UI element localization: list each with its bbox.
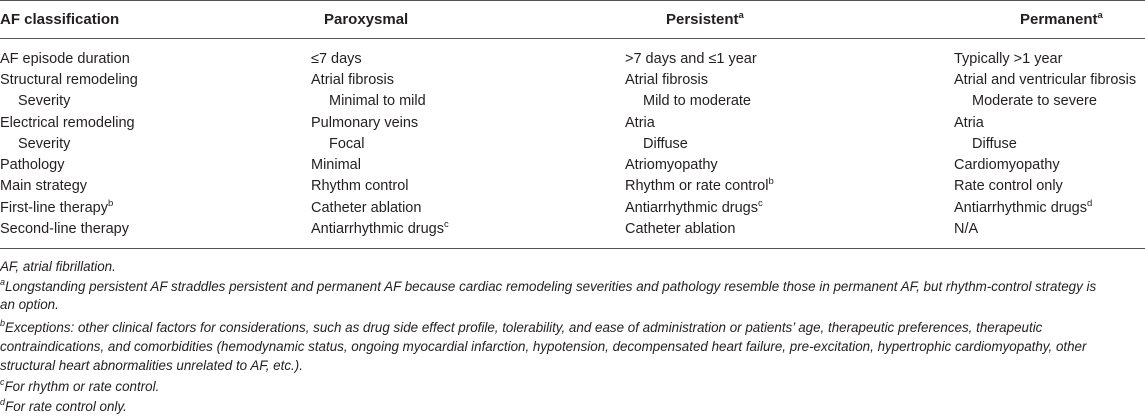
table-row (0, 198, 1145, 219)
cell-permanent: Moderate to severe (972, 93, 1097, 109)
footnote-text: Exceptions: other clinical factors for considerations, such as drug side effect profile, tolerability, and ease of administration or patients’ age, therapeutic preferences, therapeutic (5, 320, 1043, 335)
row-label: Structural remodeling (0, 72, 138, 88)
cell-paroxysmal: Minimal (311, 157, 361, 173)
footnote-mark: c (443, 219, 449, 230)
table-row (0, 70, 1145, 91)
cell-permanent: Diffuse (972, 136, 1017, 152)
footnote-abbreviation: AF, atrial fibrillation. (0, 259, 116, 274)
footnote-b-continued: structural heart abnormalities unrelated to AF, etc.). (0, 358, 303, 373)
header-permanent-label: Permanent (1020, 11, 1098, 28)
cell-permanent (954, 198, 1092, 219)
header-af-classification: AF classification (0, 11, 120, 28)
cell-text: Rhythm or rate control (625, 178, 769, 194)
footnote-text: Longstanding persistent AF straddles persistent and permanent AF because cardiac remodeling severities and pathology resemble those in permanent AF, but rhythm-control strategy is (5, 279, 1097, 294)
cell-persistent: Catheter ablation (625, 221, 736, 237)
cell-paroxysmal: Catheter ablation (311, 200, 422, 216)
table-row (0, 176, 1145, 197)
cell-persistent: Mild to moderate (643, 93, 751, 109)
table-row (0, 49, 1145, 70)
footnote-mark: b (0, 318, 6, 328)
cell-persistent: Atriomyopathy (625, 157, 718, 173)
table-bottom-rule (0, 248, 1145, 249)
cell-paroxysmal (311, 219, 449, 240)
row-label: AF episode duration (0, 51, 130, 67)
header-persistent-footnote-mark: a (738, 10, 744, 21)
row-label: Second-line therapy (0, 221, 129, 237)
header-persistent (666, 9, 744, 30)
footnote-text: For rate control only. (5, 399, 127, 414)
cell-text: First-line therapy (0, 200, 108, 216)
cell-persistent (625, 198, 763, 219)
cell-permanent: Atrial and ventricular fibrosis (954, 72, 1137, 88)
header-paroxysmal: Paroxysmal (324, 11, 409, 28)
footnote-mark: c (0, 377, 5, 387)
table-header-row (0, 9, 1145, 30)
footnote-text: For rhythm or rate control. (4, 379, 160, 394)
cell-persistent: Atria (625, 115, 655, 131)
cell-persistent (625, 176, 774, 197)
footnote-a-continued: an option. (0, 297, 59, 312)
cell-permanent: Atria (954, 115, 984, 131)
cell-permanent: Typically >1 year (954, 51, 1063, 67)
footnote-b (0, 317, 1140, 338)
footnote-c (0, 376, 1140, 397)
row-label: Electrical remodeling (0, 115, 135, 131)
cell-permanent: Cardiomyopathy (954, 157, 1060, 173)
row-label: Severity (18, 93, 71, 109)
footnote-mark: d (0, 397, 6, 407)
cell-paroxysmal: ≤7 days (311, 51, 362, 67)
table-top-rule (0, 0, 1145, 1)
cell-text: Antiarrhythmic drugs (625, 200, 758, 216)
cell-persistent: Diffuse (643, 136, 688, 152)
cell-permanent: N/A (954, 221, 979, 237)
footnote-d (0, 396, 1140, 417)
table-row (0, 155, 1145, 176)
row-label: Main strategy (0, 178, 88, 194)
header-permanent-footnote-mark: a (1097, 10, 1103, 21)
cell-text: Antiarrhythmic drugs (311, 221, 444, 237)
table-row (0, 91, 1145, 112)
row-label: Severity (18, 136, 71, 152)
footnote-mark: d (1086, 198, 1093, 209)
header-persistent-label: Persistent (666, 11, 739, 28)
cell-paroxysmal: Minimal to mild (329, 93, 426, 109)
header-permanent (1020, 9, 1103, 30)
table-row (0, 219, 1145, 240)
row-label (0, 198, 113, 219)
cell-paroxysmal: Pulmonary veins (311, 115, 419, 131)
cell-paroxysmal: Focal (329, 136, 365, 152)
cell-paroxysmal: Rhythm control (311, 178, 409, 194)
footnote-mark: b (107, 198, 114, 209)
row-label: Pathology (0, 157, 65, 173)
table-row (0, 113, 1145, 134)
cell-permanent: Rate control only (954, 178, 1063, 194)
cell-persistent: >7 days and ≤1 year (625, 51, 757, 67)
cell-paroxysmal: Atrial fibrosis (311, 72, 394, 88)
footnote-mark: c (757, 198, 763, 209)
cell-text: Antiarrhythmic drugs (954, 200, 1087, 216)
footnote-b-continued: contraindications, and comorbidities (hemodynamic status, ongoing myocardial infarction, hypotension, decompensated heart failure, pre-excitation, hypertrophic cardiomyopathy, other (0, 339, 1087, 354)
table-row (0, 134, 1145, 155)
footnote-mark: a (0, 277, 6, 287)
footnote-mark: b (768, 176, 774, 187)
table-header-rule (0, 38, 1145, 39)
cell-persistent: Atrial fibrosis (625, 72, 708, 88)
